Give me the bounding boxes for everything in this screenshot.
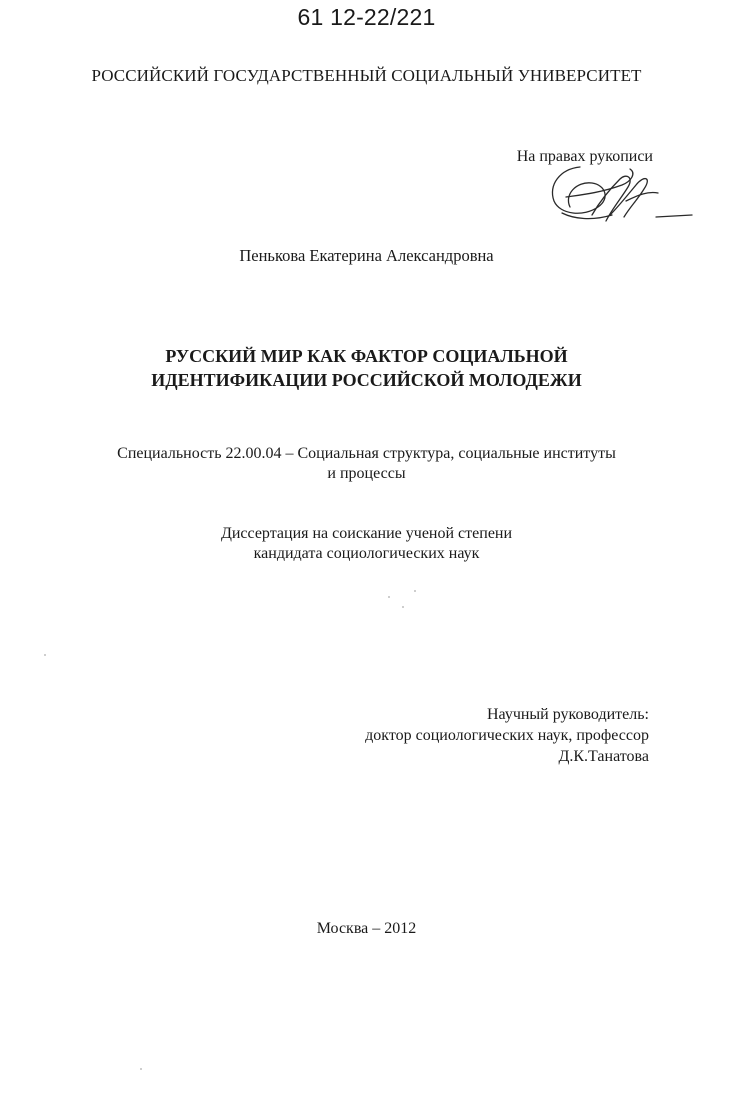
- archive-stamp-number: 61 12-22/221: [297, 4, 436, 30]
- university-name: РОССИЙСКИЙ ГОСУДАРСТВЕННЫЙ СОЦИАЛЬНЫЙ УНИВЕРСИТЕТ: [91, 66, 642, 85]
- manuscript-note: На правах рукописи: [516, 148, 653, 165]
- degree-block: [0, 524, 733, 564]
- specialty-block: [0, 444, 733, 484]
- signature-icon: [540, 155, 700, 235]
- city-and-year: Москва – 2012: [316, 920, 417, 937]
- supervisor-degree: доктор социологических наук, профессор: [365, 727, 649, 744]
- dissertation-title: [0, 344, 733, 392]
- scan-speck: [140, 1068, 142, 1070]
- supervisor-block: [365, 704, 649, 767]
- scan-speck: [402, 606, 404, 608]
- scan-speck: [44, 654, 46, 656]
- degree-line-2: кандидата социологических наук: [253, 545, 480, 562]
- title-line-1: РУССКИЙ МИР КАК ФАКТОР СОЦИАЛЬНОЙ: [165, 346, 568, 366]
- supervisor-name: Д.К.Танатова: [558, 748, 649, 765]
- title-line-2: ИДЕНТИФИКАЦИИ РОССИЙСКОЙ МОЛОДЕЖИ: [151, 370, 582, 390]
- author-name: Пенькова Екатерина Александровна: [239, 246, 494, 265]
- specialty-line-2: и процессы: [327, 465, 406, 482]
- degree-line-1: Диссертация на соискание ученой степени: [220, 525, 513, 542]
- scan-speck: [388, 596, 390, 598]
- specialty-line-1: Специальность 22.00.04 – Социальная структура, социальные институты: [117, 445, 616, 462]
- supervisor-label: Научный руководитель:: [486, 706, 649, 723]
- scan-speck: [414, 590, 416, 592]
